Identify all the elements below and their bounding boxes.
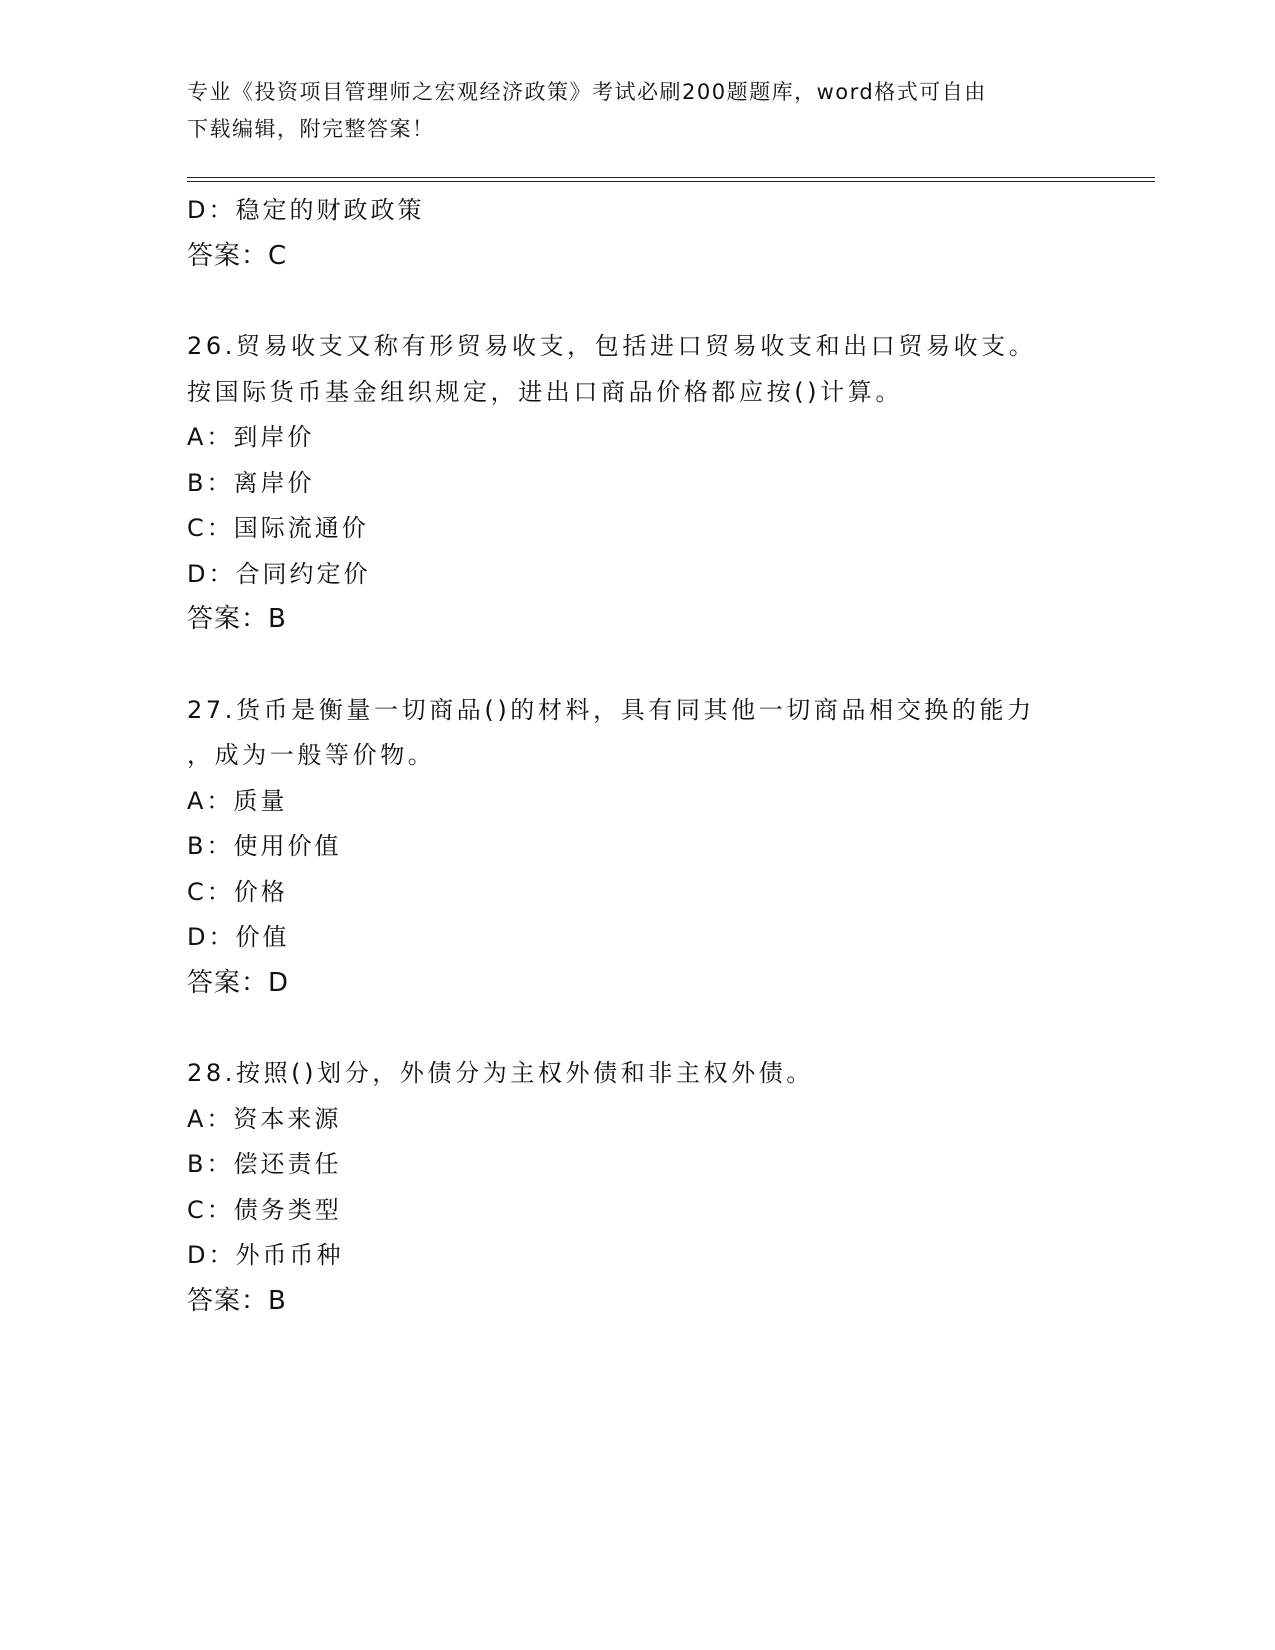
question-stem-line: 28.按照()划分，外债分为主权外债和非主权外债。 (187, 1059, 814, 1087)
option-c: C：国际流通价 (187, 514, 369, 542)
question-stem-line: 27.货币是衡量一切商品()的材料，具有同其他一切商品相交换的能力 (187, 695, 1035, 724)
option-a: A：到岸价 (187, 423, 315, 451)
option-d: D：外币币种 (187, 1241, 344, 1269)
question-26 (187, 324, 1147, 643)
option-b: B：离岸价 (187, 468, 315, 497)
answer-line: 答案：C (187, 240, 288, 271)
option-b: B：使用价值 (187, 832, 342, 860)
option-a: A：资本来源 (187, 1104, 342, 1133)
answer-line: 答案：B (187, 1285, 287, 1316)
question-27 (187, 688, 1147, 1007)
question-28 (187, 1051, 1147, 1324)
document-page (187, 0, 1147, 1650)
header-line-1: 专业《投资项目管理师之宏观经济政策》考试必刷200题题库，word格式可自由 (187, 80, 987, 104)
question-stem-line: 按国际货币基金组织规定，进出口商品价格都应按()计算。 (187, 377, 903, 406)
option-d: D：稳定的财政政策 (187, 196, 425, 224)
option-b: B：偿还责任 (187, 1150, 342, 1178)
answer-line: 答案：B (187, 604, 287, 634)
question-stem-line: ，成为一般等价物。 (187, 741, 436, 769)
answer-line: 答案：D (187, 967, 290, 998)
option-a: A：质量 (187, 786, 288, 815)
option-c: C：债务类型 (187, 1195, 342, 1224)
document-header (187, 74, 1067, 148)
question-content (187, 188, 1147, 1324)
header-divider (187, 177, 1155, 182)
option-d: D：价值 (187, 923, 290, 951)
option-c: C：价格 (187, 877, 288, 906)
question-stem-line: 26.贸易收支又称有形贸易收支，包括进口贸易收支和出口贸易收支。 (187, 332, 1037, 360)
previous-question-tail (187, 188, 1147, 279)
option-d: D：合同约定价 (187, 559, 371, 588)
header-line-2: 下载编辑，附完整答案！ (187, 117, 435, 141)
